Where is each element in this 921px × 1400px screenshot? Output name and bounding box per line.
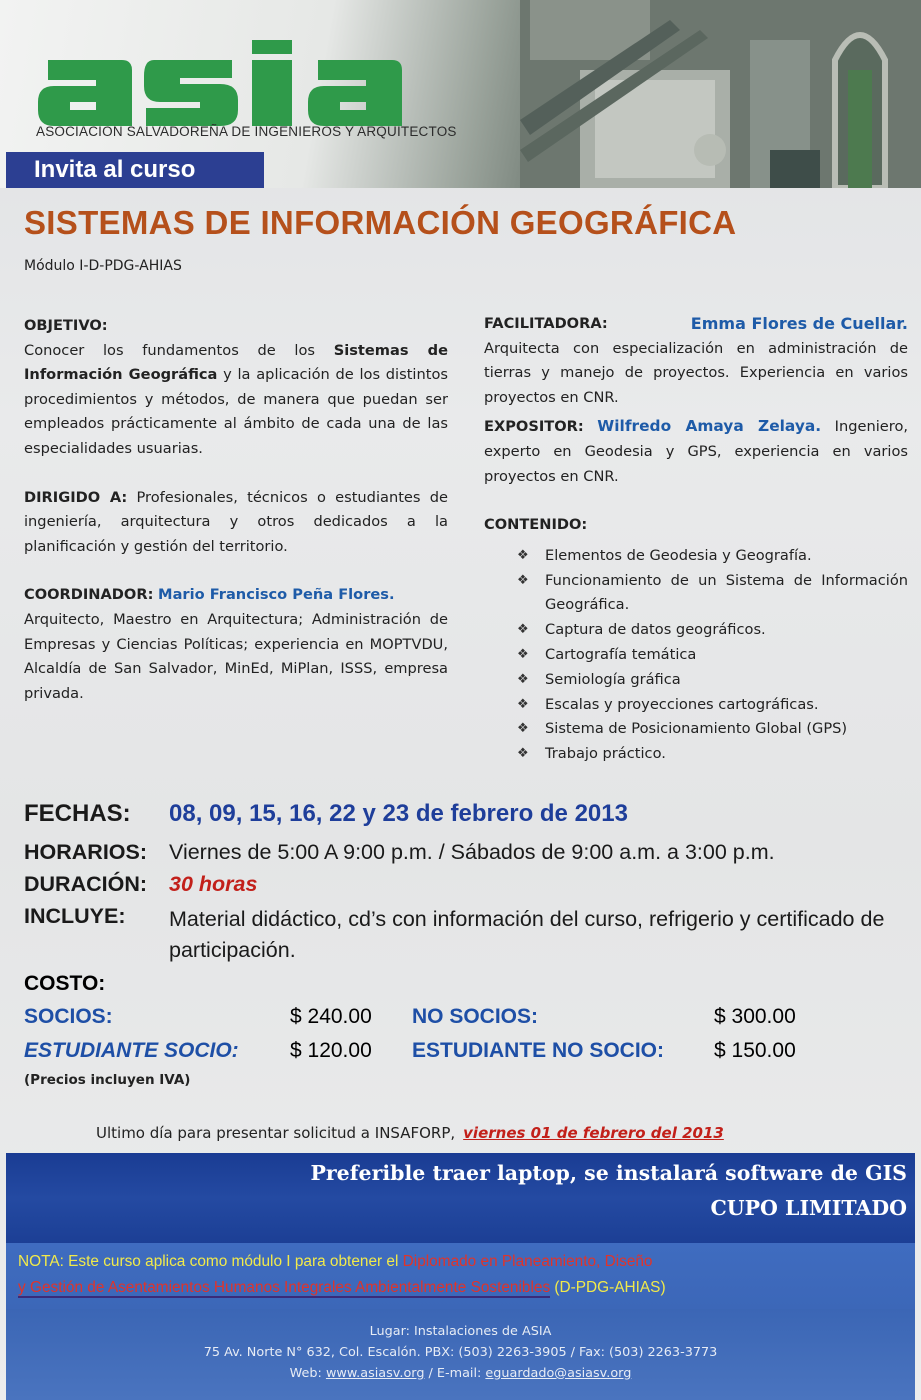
list-item <box>484 618 908 643</box>
fechas-value: 08, 09, 15, 16, 22 y 23 de febrero de 2013 <box>169 800 628 827</box>
diamond-bullet-icon: ❖ <box>517 671 529 687</box>
horarios-label: HORARIOS: <box>24 840 148 864</box>
contenido-label: CONTENIDO: <box>484 516 588 534</box>
duracion-row <box>24 872 257 897</box>
asia-logo <box>34 40 439 132</box>
list-item <box>484 643 908 668</box>
coordinador-text: Arquitecto, Maestro en Arquitectura; Administración de Empresas y Ciencias Políticas; experiencia en MOPTVDU, Alcaldía de San Salvador, MinEd, MiPlan, ISSS, empresa privada. <box>24 610 448 702</box>
right-column <box>484 312 908 767</box>
objetivo-bold: Sistemas de Información Geográfica <box>24 341 448 384</box>
facilitadora-label: FACILITADORA: <box>484 315 608 332</box>
deadline <box>96 1124 724 1142</box>
contenido-list <box>484 544 908 767</box>
incluye-label: INCLUYE: <box>24 904 126 928</box>
email-link[interactable]: eguardado@asiasv.org <box>485 1366 632 1381</box>
nota-diplomado-2: y Gestión de Asentamientos Humanos Integrales Ambientalmente Sostenibles <box>18 1279 551 1296</box>
diamond-bullet-icon: ❖ <box>517 646 529 662</box>
footer-address: 75 Av. Norte N° 632, Col. Escalón. PBX: (503) 2263-3905 / Fax: (503) 2263-3773 <box>203 1345 718 1360</box>
web-link[interactable]: www.asiasv.org <box>325 1366 425 1381</box>
list-item-text: Funcionamiento de un Sistema de Información Geográfica. <box>545 571 908 614</box>
course-title: SISTEMAS DE INFORMACIÓN GEOGRÁFICA <box>24 204 737 241</box>
estudiante-no-socio-price: $ 150.00 <box>714 1039 796 1062</box>
expositor-label: EXPOSITOR: <box>484 418 584 436</box>
iva-note: (Precios incluyen IVA) <box>24 1072 191 1088</box>
coordinador-label: COORDINADOR: <box>24 586 154 604</box>
estudiante-socio-label: ESTUDIANTE SOCIO: <box>24 1039 239 1062</box>
module-code: Módulo I-D-PDG-AHIAS <box>24 258 182 274</box>
footer-contact <box>6 1363 915 1384</box>
nota-diplomado-1: Diplomado en Planeamiento, Diseño <box>402 1253 653 1270</box>
dirigido-label: DIRIGIDO A: <box>24 488 128 506</box>
socios-price: $ 240.00 <box>290 1005 372 1028</box>
duracion-value: 30 horas <box>169 872 258 896</box>
logo-subtitle: ASOCIACION SALVADOREÑA DE INGENIEROS Y ARQUITECTOS <box>36 124 457 139</box>
list-item <box>484 717 908 742</box>
incluye-row <box>24 904 894 966</box>
diamond-bullet-icon: ❖ <box>517 547 529 563</box>
banner-line-1: Preferible traer laptop, se instalará software de GIS <box>310 1161 907 1185</box>
diamond-bullet-icon: ❖ <box>517 572 529 588</box>
coordinador-name: Mario Francisco Peña Flores. <box>158 586 395 604</box>
banner-line-2: CUPO LIMITADO <box>710 1196 907 1220</box>
facilitadora-name: Emma Flores de Cuellar. <box>690 314 908 333</box>
left-column <box>24 314 448 706</box>
dirigido-paragraph <box>24 486 448 560</box>
diamond-bullet-icon: ❖ <box>517 746 529 762</box>
list-item-text: Semiología gráfica <box>545 670 681 688</box>
list-item-text: Captura de datos geográficos. <box>545 621 766 639</box>
list-item <box>484 742 908 767</box>
deadline-date: viernes 01 de febrero del 2013 <box>463 1124 724 1142</box>
socios-label: SOCIOS: <box>24 1005 113 1028</box>
estudiante-socio-price: $ 120.00 <box>290 1039 372 1062</box>
list-item-text: Escalas y proyecciones cartográficas. <box>545 695 819 713</box>
horarios-value: Viernes de 5:00 A 9:00 p.m. / Sábados de 9:00 a.m. a 3:00 p.m. <box>169 840 775 864</box>
deadline-text: Ultimo día para presentar solicitud a INSAFORP, <box>96 1124 456 1142</box>
nota-prefix: NOTA: Este curso aplica como módulo I para obtener el <box>18 1253 403 1270</box>
nota-suffix: (D-PDG-AHIAS) <box>550 1279 666 1296</box>
objetivo-text-1: Conocer los fundamentos de los <box>24 341 334 359</box>
objetivo-text-2: y la aplicación de los distintos procedimientos y métodos, de manera que puedan ser empleados prácticamente al ámbito de cada una de las especialidades usuarias. <box>24 366 448 457</box>
list-item <box>484 693 908 718</box>
fechas-row <box>24 800 628 828</box>
footer-location: Lugar: Instalaciones de ASIA <box>369 1324 552 1339</box>
nota-box <box>6 1243 915 1309</box>
list-item <box>484 544 908 569</box>
expositor-name: Wilfredo Amaya Zelaya. <box>597 417 822 436</box>
incluye-value: Material didáctico, cd’s con información del curso, refrigerio y certificado de participación. <box>169 907 885 962</box>
list-item-text: Trabajo práctico. <box>545 745 666 763</box>
expositor-text: Ingeniero, experto en Geodesia y GPS, experiencia en varios proyectos en CNR. <box>484 418 909 485</box>
costo-label: COSTO: <box>24 972 106 995</box>
no-socios-label: NO SOCIOS: <box>412 1005 539 1028</box>
objetivo-label: OBJETIVO: <box>24 317 108 334</box>
diamond-bullet-icon: ❖ <box>517 622 529 638</box>
objetivo-text <box>24 339 448 462</box>
horarios-row <box>24 840 775 865</box>
invite-label: Invita al curso <box>6 152 264 188</box>
footer <box>6 1309 915 1400</box>
duracion-label: DURACIÓN: <box>24 872 148 896</box>
dirigido-text: Profesionales, técnicos o estudiantes de ingeniería, arquitectura y otros dedicados a la planificación y gestión del territorio. <box>24 488 449 555</box>
diamond-bullet-icon: ❖ <box>517 696 529 712</box>
estudiante-no-socio-label: ESTUDIANTE NO SOCIO: <box>412 1039 665 1062</box>
diamond-bullet-icon: ❖ <box>517 721 529 737</box>
no-socios-price: $ 300.00 <box>714 1005 796 1028</box>
list-item-text: Sistema de Posicionamiento Global (GPS) <box>545 720 848 738</box>
header <box>0 0 921 188</box>
facilitadora-text: Arquitecta con especialización en administración de tierras y manejo de proyectos. Experiencia en varios proyectos en CNR. <box>484 339 908 406</box>
footer-web-label: Web: <box>289 1366 326 1381</box>
aerial-photo <box>520 0 921 188</box>
list-item <box>484 569 908 619</box>
list-item-text: Cartografía temática <box>545 645 697 663</box>
list-item-text: Elementos de Geodesia y Geografía. <box>545 546 812 564</box>
list-item <box>484 668 908 693</box>
expositor-paragraph <box>484 414 908 489</box>
footer-email-label: / E-mail: <box>424 1366 486 1381</box>
laptop-banner <box>6 1153 915 1243</box>
fechas-label: FECHAS: <box>24 800 131 827</box>
